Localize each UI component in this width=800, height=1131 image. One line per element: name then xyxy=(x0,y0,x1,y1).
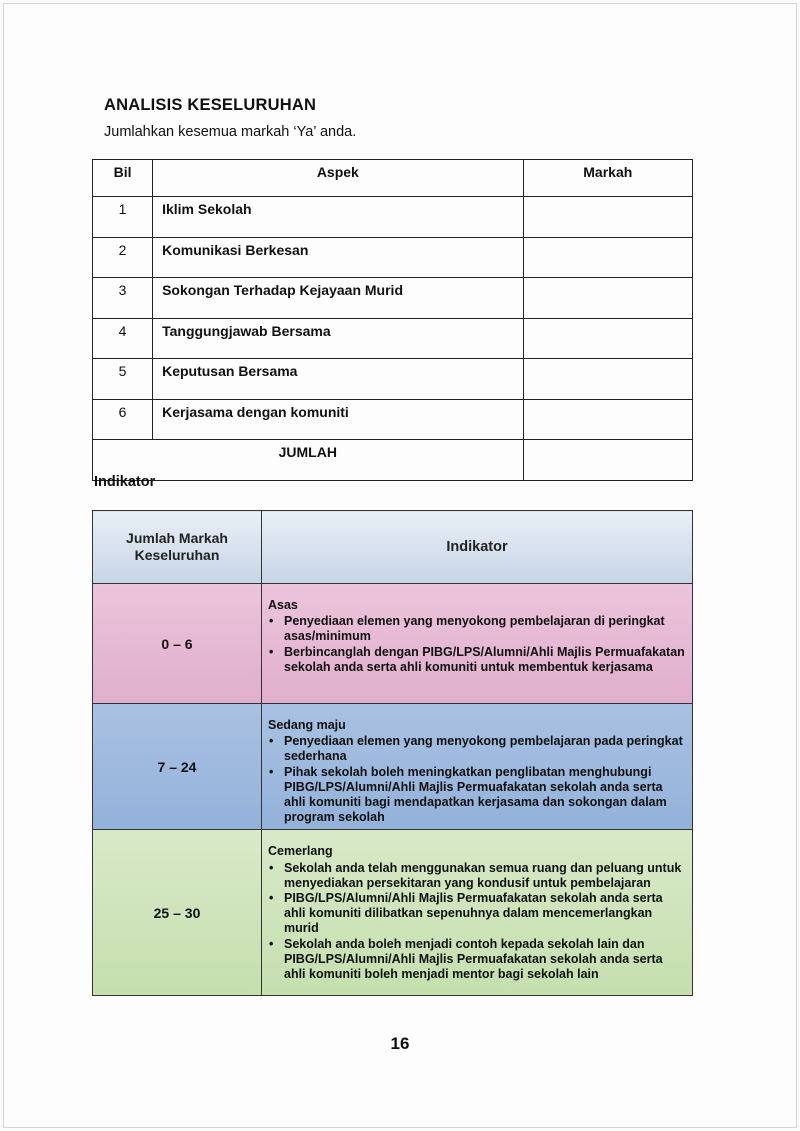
row-bil: 1 xyxy=(93,197,153,238)
list-item-text: Penyediaan elemen yang menyokong pembelajaran pada peringkat sederhana xyxy=(284,734,683,764)
markah-cell[interactable] xyxy=(523,318,692,359)
indicator-row-asas xyxy=(93,584,693,704)
list-item xyxy=(269,614,686,644)
table-row xyxy=(93,197,693,238)
list-item xyxy=(269,860,686,891)
list-item xyxy=(269,764,686,826)
list-item-text: Berbincanglah dengan PIBG/LPS/Alumni/Ahli Majlis Permuafakatan sekolah anda serta ahli komuniti untuk membentuk kerjasama xyxy=(284,644,685,674)
page-title: ANALISIS KESELURUHAN xyxy=(104,96,317,114)
list-item xyxy=(269,644,686,675)
list-item-text: Penyediaan elemen yang menyokong pembelajaran di peringkat asas/minimum xyxy=(284,614,665,644)
score-range: 0 – 6 xyxy=(93,584,262,704)
level-name: Sedang maju xyxy=(268,718,346,732)
table-row xyxy=(93,359,693,400)
row-bil: 5 xyxy=(93,359,153,400)
bullet-icon: • xyxy=(269,891,274,906)
page-number: 16 xyxy=(390,1034,410,1053)
score-range: 25 – 30 xyxy=(93,830,262,996)
row-bil: 6 xyxy=(93,399,153,440)
score-table xyxy=(92,159,693,481)
indicator-description xyxy=(262,584,693,704)
bullet-icon: • xyxy=(269,764,274,779)
row-aspek: Tanggungjawab Bersama xyxy=(153,318,523,359)
markah-cell[interactable] xyxy=(523,399,692,440)
indikator-heading: Indikator xyxy=(94,474,156,490)
indicator-row-sedang-maju xyxy=(93,704,693,830)
header-aspek: Aspek xyxy=(153,160,523,197)
list-item xyxy=(269,936,686,983)
score-table-header xyxy=(93,160,693,197)
row-bil: 3 xyxy=(93,278,153,319)
row-bil: 2 xyxy=(93,237,153,278)
indicator-row-cemerlang xyxy=(93,830,693,996)
markah-cell[interactable] xyxy=(523,359,692,400)
indicator-table-header xyxy=(93,511,693,584)
header-jumlah-markah: Jumlah Markah Keseluruhan xyxy=(93,511,262,584)
indicator-description xyxy=(262,830,693,996)
header-indikator: Indikator xyxy=(262,511,693,584)
bullet-icon: • xyxy=(269,644,274,659)
indicator-list xyxy=(268,614,686,675)
row-aspek: Keputusan Bersama xyxy=(153,359,523,400)
list-item xyxy=(269,891,686,937)
bullet-icon: • xyxy=(269,936,274,951)
markah-cell[interactable] xyxy=(523,278,692,319)
indicator-list xyxy=(268,861,686,983)
total-label: JUMLAH xyxy=(93,440,524,481)
list-item-text: Sekolah anda telah menggunakan semua ruang dan peluang untuk menyediakan persekitaran yang kondusif untuk pembelajaran xyxy=(284,860,682,890)
score-range: 7 – 24 xyxy=(93,704,262,830)
instruction-text: Jumlahkan kesemua markah ‘Ya’ anda. xyxy=(104,124,357,140)
header-markah: Markah xyxy=(523,160,692,197)
table-row xyxy=(93,318,693,359)
markah-cell[interactable] xyxy=(523,237,692,278)
indicator-table xyxy=(92,510,693,996)
row-aspek: Iklim Sekolah xyxy=(153,197,523,238)
row-bil: 4 xyxy=(93,318,153,359)
bullet-icon: • xyxy=(269,734,274,749)
list-item xyxy=(269,734,686,764)
row-aspek: Kerjasama dengan komuniti xyxy=(153,399,523,440)
row-aspek: Komunikasi Berkesan xyxy=(153,237,523,278)
header-bil: Bil xyxy=(93,160,153,197)
indicator-description xyxy=(262,704,693,830)
markah-cell[interactable] xyxy=(523,197,692,238)
list-item-text: PIBG/LPS/Alumni/Ahli Majlis Permuafakatan sekolah anda serta ahli komuniti dilibatkan sepenuhnya dalam mencemerlangkan murid xyxy=(284,891,663,936)
table-row xyxy=(93,278,693,319)
list-item-text: Sekolah anda boleh menjadi contoh kepada sekolah lain dan PIBG/LPS/Alumni/Ahli Majlis Permuafakatan sekolah anda serta ahli komuniti boleh menjadi mentor bagi sekolah lain xyxy=(284,936,663,982)
total-markah-cell[interactable] xyxy=(523,440,692,481)
bullet-icon: • xyxy=(269,614,274,629)
indicator-list xyxy=(268,734,686,825)
level-name: Asas xyxy=(268,598,298,612)
list-item-text: Pihak sekolah boleh meningkatkan penglibatan menghubungi PIBG/LPS/Alumni/Ahli Majlis Permuafakatan sekolah anda serta ahli komuniti bagi mendapatkan kerjasama dan sokongan dalam program sekolah xyxy=(284,764,667,825)
total-row xyxy=(93,440,693,481)
table-row xyxy=(93,399,693,440)
row-aspek: Sokongan Terhadap Kejayaan Murid xyxy=(153,278,523,319)
table-row xyxy=(93,237,693,278)
bullet-icon: • xyxy=(269,860,274,875)
level-name: Cemerlang xyxy=(268,844,333,859)
